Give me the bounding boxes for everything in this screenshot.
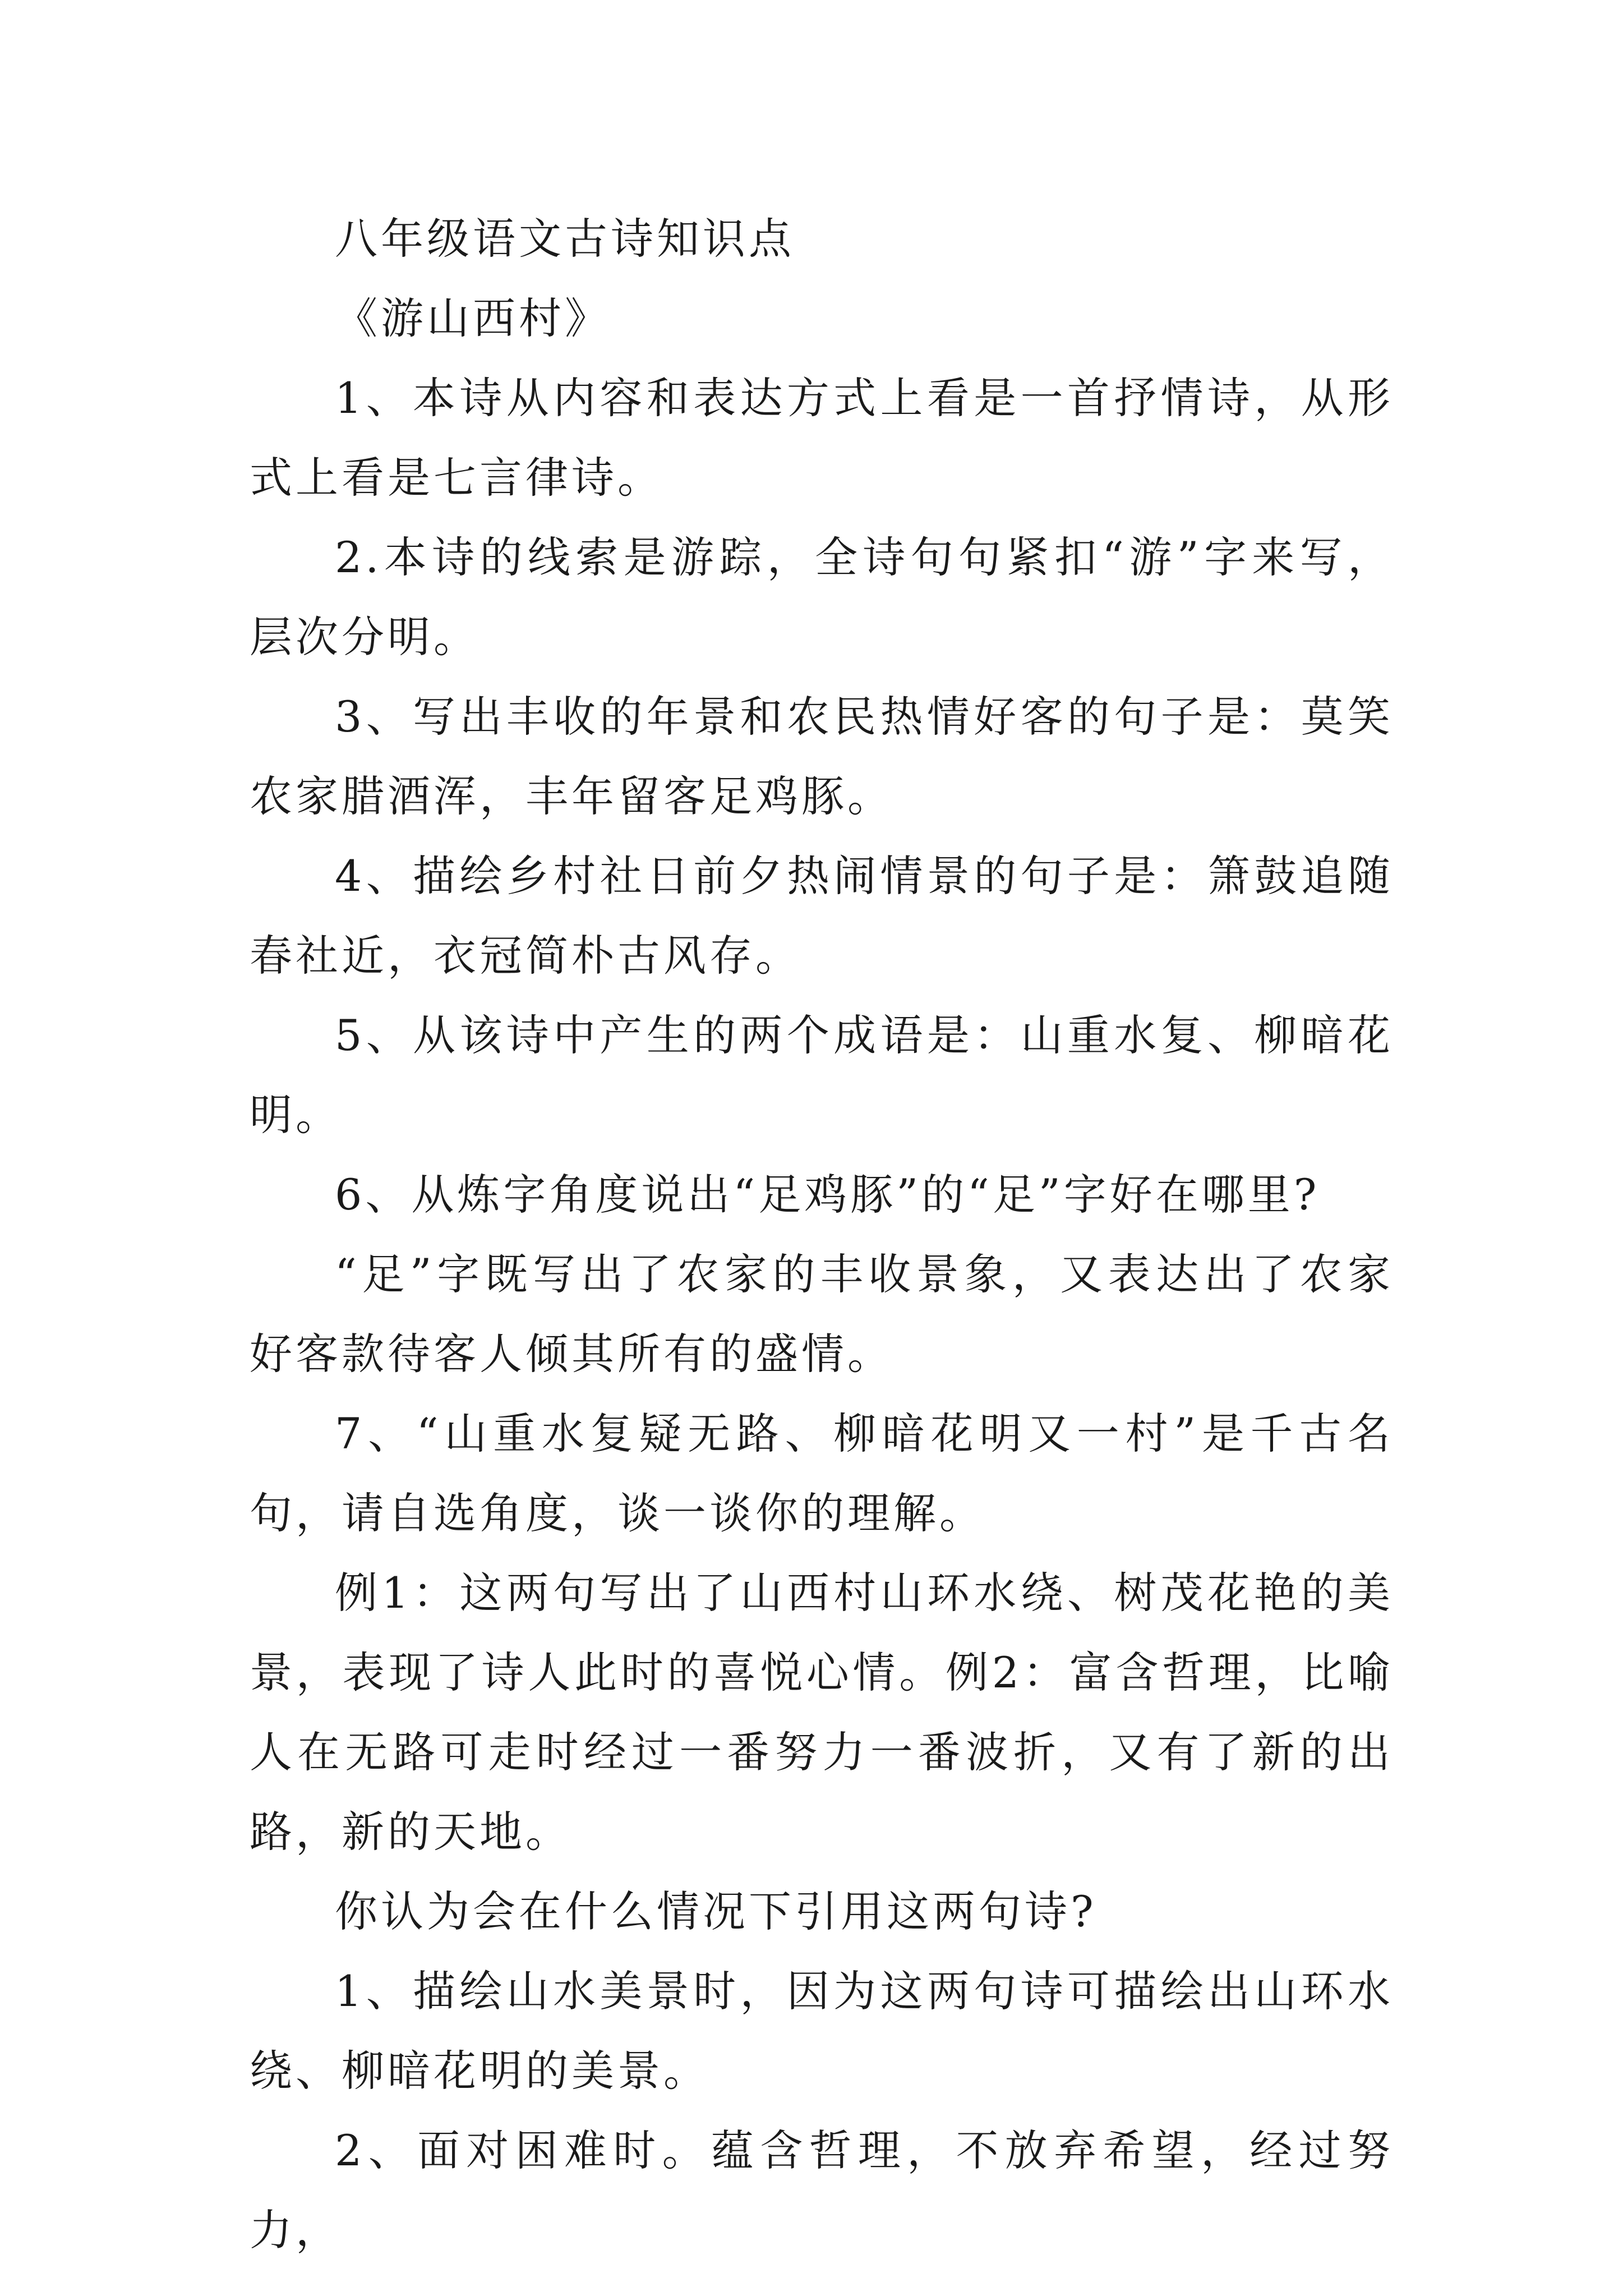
paragraph: 4、描绘乡村社日前夕热闹情景的句子是：箫鼓追随春社近，衣冠简朴古风存。	[250, 851, 1394, 981]
document-body	[250, 199, 1394, 2270]
paragraph: 例1：这两句写出了山西村山环水绕、树茂花艳的美景，表现了诗人此时的喜悦心情。例2：富含哲理，比喻人在无路可走时经过一番努力一番波折，又有了新的出路，新的天地。	[250, 1568, 1394, 1857]
paragraph: “足”字既写出了农家的丰收景象，又表达出了农家好客款待客人倾其所有的盛情。	[250, 1249, 1394, 1379]
paragraph: 2.本诗的线索是游踪，全诗句句紧扣“游”字来写，层次分明。	[250, 532, 1394, 662]
paragraph: 1、描绘山水美景时，因为这两句诗可描绘出山环水绕、柳暗花明的美景。	[250, 1966, 1394, 2096]
paragraph: 7、“山重水复疑无路、柳暗花明又一村”是千古名句，请自选角度，谈一谈你的理解。	[250, 1409, 1394, 1538]
paragraph: 5、从该诗中产生的两个成语是：山重水复、柳暗花明。	[250, 1010, 1394, 1140]
paragraph: 2、面对困难时。蕴含哲理，不放弃希望，经过努力，	[250, 2125, 1394, 2255]
paragraph: 1、本诗从内容和表达方式上看是一首抒情诗，从形式上看是七言律诗。	[250, 373, 1394, 503]
paragraph: 6、从炼字角度说出“足鸡豚”的“足”字好在哪里?	[335, 1170, 1320, 1220]
paragraph: 3、写出丰收的年景和农民热情好客的句子是：莫笑农家腊酒浑，丰年留客足鸡豚。	[250, 692, 1394, 821]
paragraph: 你认为会在什么情况下引用这两句诗?	[335, 1887, 1097, 1936]
document-title: 八年级语文古诗知识点	[335, 214, 795, 264]
poem-title: 《游山西村》	[335, 293, 611, 343]
